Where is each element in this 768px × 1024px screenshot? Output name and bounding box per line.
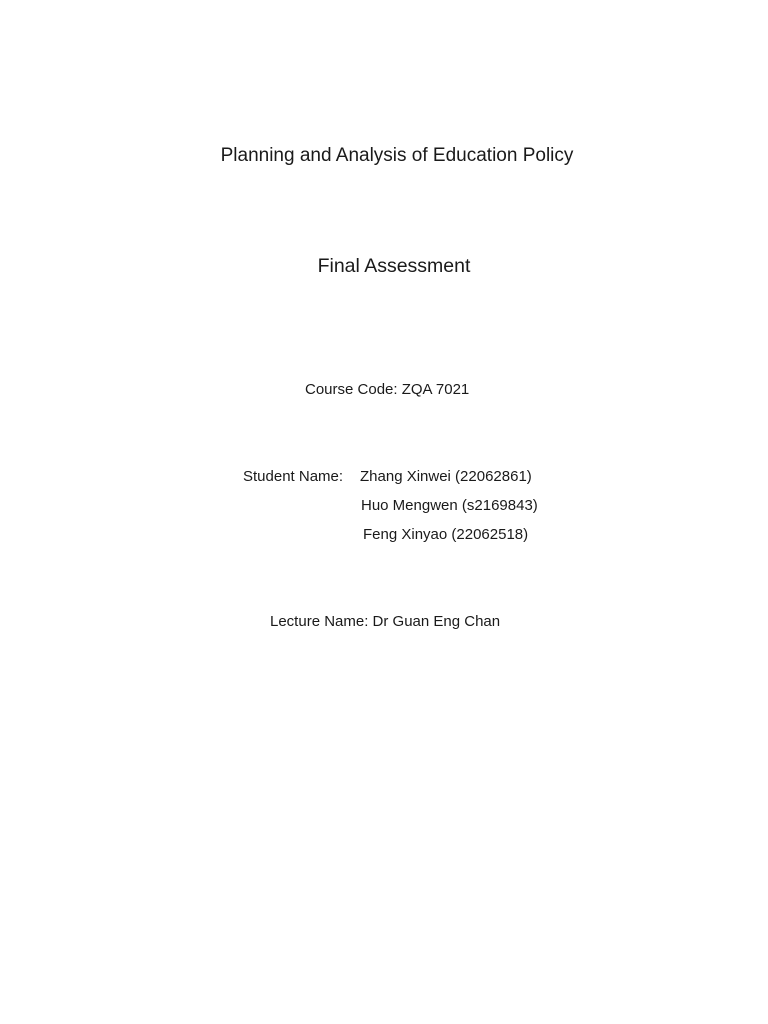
student-name-2: Huo Mengwen (s2169843) [361, 497, 538, 514]
lecture-name: Lecture Name: Dr Guan Eng Chan [270, 613, 501, 630]
document-title: Planning and Analysis of Education Policy [220, 145, 574, 166]
course-code: Course Code: ZQA 7021 [305, 381, 470, 398]
document-subtitle: Final Assessment [317, 255, 471, 277]
student-name-label: Student Name: [243, 468, 344, 485]
student-name-1: Zhang Xinwei (22062861) [360, 468, 532, 485]
student-name-3: Feng Xinyao (22062518) [363, 526, 529, 543]
